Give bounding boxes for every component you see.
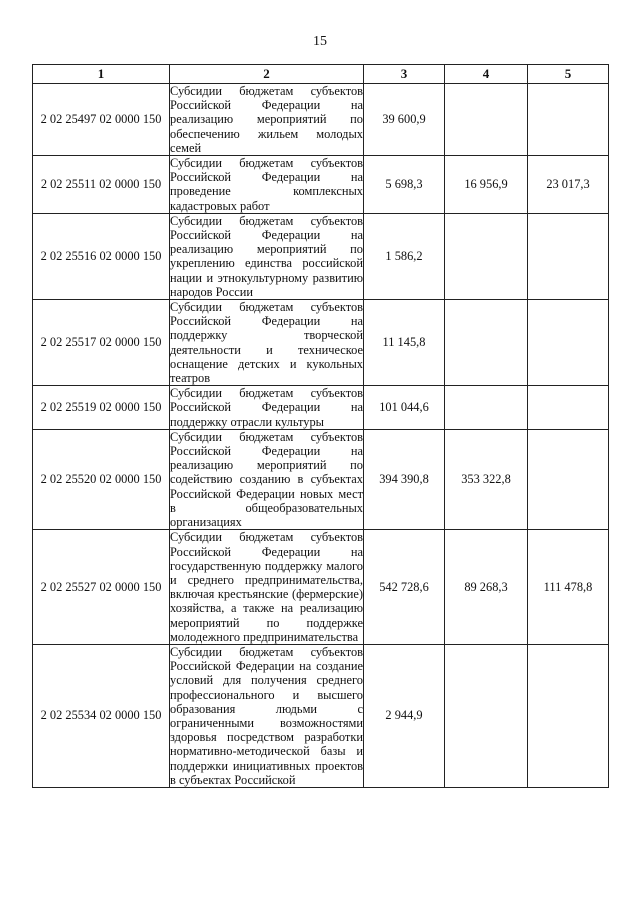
amount-col-5: [528, 300, 609, 386]
table-row: [33, 84, 609, 156]
amount-col-5: [528, 213, 609, 299]
header-row: [33, 65, 609, 84]
budget-code: 2 02 25527 02 0000 150: [33, 530, 170, 645]
header-col-2: 2: [170, 65, 364, 84]
budget-code: 2 02 25517 02 0000 150: [33, 300, 170, 386]
row-description: Субсидии бюджетам субъектов Российской Федерации на реализацию мероприятий по обеспечению жильем молодых семей: [170, 84, 363, 155]
amount-col-3: 39 600,9: [364, 84, 445, 156]
amount-col-3: 2 944,9: [364, 644, 445, 787]
budget-code: 2 02 25516 02 0000 150: [33, 213, 170, 299]
amount-col-3: 5 698,3: [364, 156, 445, 214]
header-col-4: 4: [445, 65, 528, 84]
budget-code: 2 02 25511 02 0000 150: [33, 156, 170, 214]
amount-col-3: 542 728,6: [364, 530, 445, 645]
table-row: [33, 300, 609, 386]
amount-col-5: 23 017,3: [528, 156, 609, 214]
amount-col-5: [528, 84, 609, 156]
amount-col-5: 111 478,8: [528, 530, 609, 645]
amount-col-3: 11 145,8: [364, 300, 445, 386]
amount-col-5: [528, 429, 609, 529]
row-description: Субсидии бюджетам субъектов Российской Федерации на поддержку отрасли культуры: [170, 386, 363, 429]
amount-col-4: 353 322,8: [445, 429, 528, 529]
row-description: Субсидии бюджетам субъектов Российской Федерации на поддержку творческой деятельности и техническое оснащение детских и кукольных театров: [170, 300, 363, 386]
table-row: [33, 386, 609, 430]
header-col-3: 3: [364, 65, 445, 84]
table-row: [33, 213, 609, 299]
budget-table: [32, 64, 609, 788]
amount-col-4: [445, 644, 528, 787]
amount-col-4: [445, 213, 528, 299]
amount-col-4: [445, 386, 528, 430]
row-description: Субсидии бюджетам субъектов Российской Федерации на реализацию мероприятий по укреплению единства российской нации и этнокультурному развитию народов России: [170, 213, 363, 299]
header-col-1: 1: [33, 65, 170, 84]
budget-code: 2 02 25497 02 0000 150: [33, 84, 170, 156]
table-row: [33, 644, 609, 787]
amount-col-5: [528, 386, 609, 430]
budget-code: 2 02 25519 02 0000 150: [33, 386, 170, 430]
budget-code: 2 02 25534 02 0000 150: [33, 644, 170, 787]
amount-col-4: 89 268,3: [445, 530, 528, 645]
table-row: [33, 156, 609, 214]
budget-code: 2 02 25520 02 0000 150: [33, 429, 170, 529]
amount-col-3: 394 390,8: [364, 429, 445, 529]
amount-col-5: [528, 644, 609, 787]
table-row: [33, 429, 609, 529]
row-description: Субсидии бюджетам субъектов Российской Федерации на проведение комплексных кадастровых работ: [170, 156, 363, 213]
amount-col-3: 1 586,2: [364, 213, 445, 299]
row-description: Субсидии бюджетам субъектов Российской Федерации на государственную поддержку малого и среднего предпринимательства, включая крестьянские (фермерские) хозяйства, а также на реализацию мероприятий по поддержке молодежного предпринимательства: [170, 530, 363, 644]
amount-col-4: [445, 300, 528, 386]
page-number: 15: [313, 34, 327, 49]
row-description: Субсидии бюджетам субъектов Российской Федерации на реализацию мероприятий по содействию созданию в субъектах Российской Федерации новых мест в общеобразовательных организациях: [170, 429, 363, 530]
amount-col-4: 16 956,9: [445, 156, 528, 214]
row-description: Субсидии бюджетам субъектов Российской Федерации на создание условий для получения среднего профессионального и высшего образования людьми с ограниченными возможностями здоровья посредством разработки нормативно-методической базы и поддержки инициативных проектов в субъектах Российской: [170, 644, 363, 787]
header-col-5: 5: [528, 65, 609, 84]
table-row: [33, 530, 609, 645]
amount-col-3: 101 044,6: [364, 386, 445, 430]
amount-col-4: [445, 84, 528, 156]
